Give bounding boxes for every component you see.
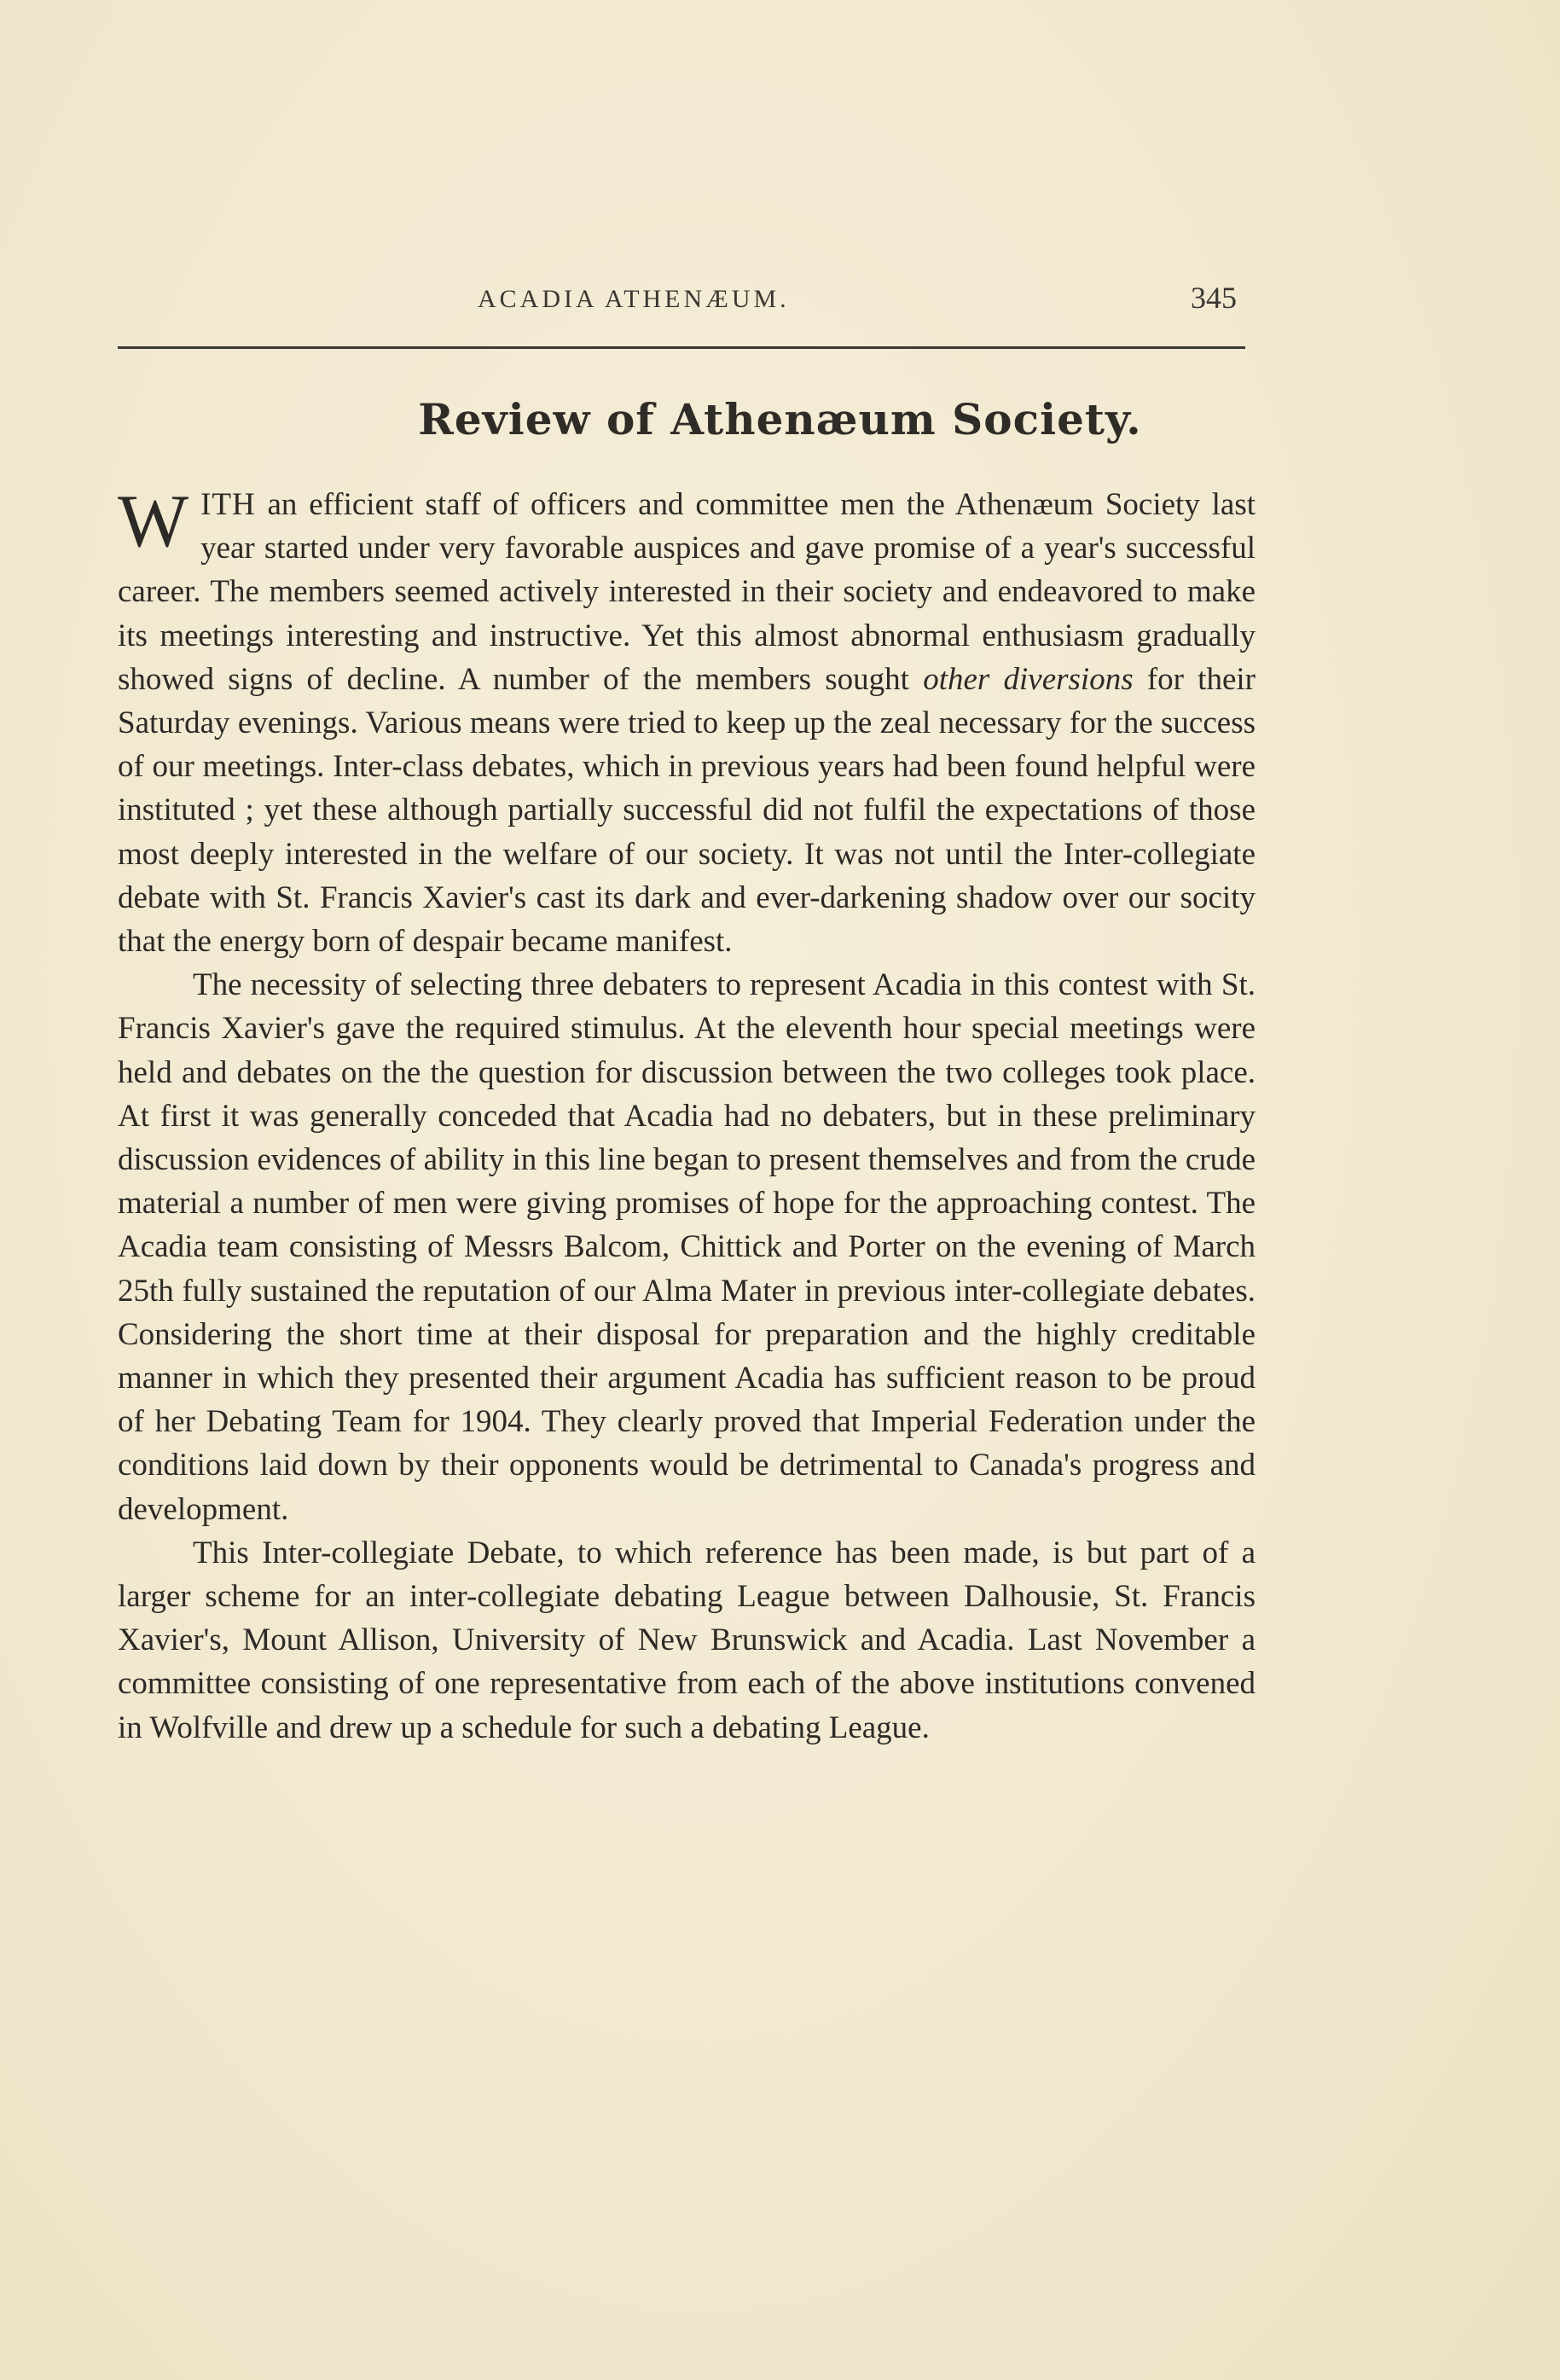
paragraph-3: This Inter-collegiate Debate, to which reference has been made, is but part of a larger scheme for an inter-collegiate debating League between Dalhousie, St. Francis Xavier's, Mount Allison, University of New Brunswick and Acadia. Last November a committee consisting of one representative from each of the above institutions convened in Wolfville and drew up a schedule for such a debating League. — [118, 1535, 1256, 1745]
italic-phrase: other diversions — [923, 661, 1134, 697]
paragraph-1-text-a: an efficient staff of officers and committee men the Athenæum Society last year started under very favorable auspices and gave promise of a year's successful career. The members seemed actively interested in their society and endeavored to make its meetings interesting and instructive. Yet this almost abnormal enthusiasm gradually showed signs of decline. A number of the members sought — [118, 487, 1256, 697]
first-word-rest: ITH — [200, 487, 256, 522]
journal-title: ACADIA ATHENÆUM. — [478, 285, 790, 313]
article-body — [118, 480, 1256, 1750]
paragraph-1 — [118, 480, 1256, 963]
page-number: 345 — [1191, 281, 1237, 315]
article-title: Review of Athenæum Society. — [418, 394, 1142, 444]
drop-cap: W — [118, 480, 189, 563]
running-head — [0, 280, 1560, 331]
paragraph-2: The necessity of selecting three debaters to represent Acadia in this contest with St. Francis Xavier's gave the required stimulus. At the eleventh hour special meetings were held and debates on the the question for discussion between the two colleges took place. At first it was generally conceded that Acadia had no debaters, but in these preliminary discussion evidences of ability in this line began to present themselves and from the crude material a number of men were giving promises of hope for the approaching contest. The Acadia team consisting of Messrs Balcom, Chittick and Porter on the evening of March 25th fully sustained the reputation of our Alma Mater in previous inter-collegiate debates. Considering the short time at their disposal for preparation and the highly creditable manner in which they presented their argument Acadia has sufficient reason to be proud of her Debating Team for 1904. They clearly proved that Imperial Federation under the conditions laid down by their opponents would be detrimental to Canada's progress and development. — [118, 967, 1256, 1527]
header-rule — [118, 346, 1245, 349]
paragraph-1-text-b: for their Saturday evenings. Various means were tried to keep up the zeal necessary for the success of our meetings. Inter-class debates, which in previous years had been found helpful were instituted ; yet these although partially successful did not fulfil the expectations of those most deeply interested in the welfare of our society. It was not until the Inter-collegiate debate with St. Francis Xavier's cast its dark and ever-darkening shadow over our socity that the energy born of despair became manifest. — [118, 661, 1256, 960]
